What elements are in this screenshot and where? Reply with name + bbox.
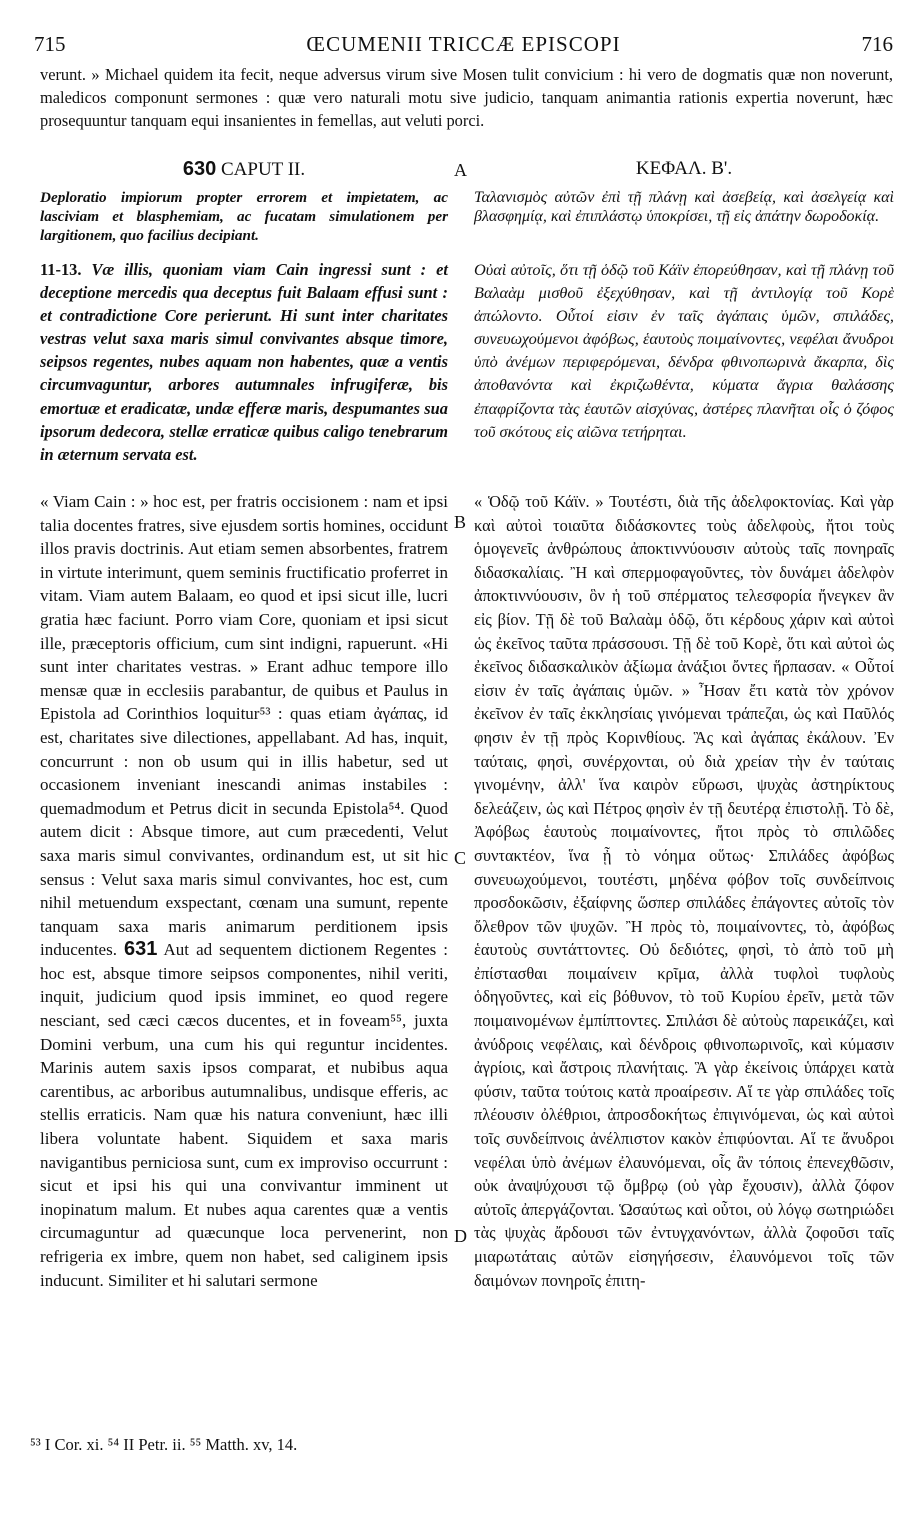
- section-marker-d: D: [454, 1226, 467, 1246]
- commentary-latin: [40, 490, 448, 1292]
- section-marker-a: A: [454, 160, 467, 180]
- verse-text-greek: Οὐαὶ αὐτοῖς, ὅτι τῇ ὁδῷ τοῦ Κάϊν ἐπορεύθησαν, καὶ τῇ πλάνῃ τοῦ Βαλαὰμ μισθοῦ ἐξεχύθησαν, καὶ τῇ ἀντιλογίᾳ τοῦ Κορὲ ἀπώλοντο. Οὗτοί εἰσιν ἐν ταῖς ἀγάπαις ὑμῶν, σπιλάδες, συνευωχούμενοι ἀφόβως, ἑαυτοὺς ποιμαίνοντες, νεφέλαι ἄνυδροι ὑπὸ ἀνέμων περιφερόμεναι, δένδρα φθινοπωρινὰ ἄκαρπα, δὶς ἀποθανόντα καὶ ἐκριζωθέντα, κύματα ἄγρια θαλάσσης ἐπαφρίζοντα τὰς ἑαυτῶν αἰσχύνας, ἀστέρες πλανῆται οἷς ὁ ζόφος τοῦ σκότους εἰς αἰῶνα τετήρηται.: [474, 260, 894, 441]
- summary-greek: Ταλανισμὸς αὐτῶν ἐπὶ τῇ πλάνῃ καὶ ἀσεβείᾳ, καὶ ἀσελγείᾳ καὶ βλασφημίᾳ, καὶ ἐπιπλάστῳ ὑποκρίσει, τῇ εἰς ἀπάτην δωροδοκίᾳ.: [474, 189, 894, 225]
- commentary-latin-part-b: Aut ad sequentem dictionem Regentes : hoc est, absque timore seipsos componentes, nihil veriti, inquit, judicium quod ipsis imminet, eo quod regere nesciant, sed cæci cæcos ducentes, et in foveam⁵⁵, juxta Domini verbum, una cum his qui reguntur incidentes. Marinis autem saxis ipsos comparat, et nubibus aqua carentibus, ac arboribus autumnalibus, undisque efferis, ac stellis erraticis. Nam quæ his natura conveniunt, hæc illi libera voluntate habent. Siquidem et saxa maris navigantibus perniciosa sunt, cum ex improviso occurrunt : sicut et ipsi his qui una convivantur imminent ut inopinatum malum. Et nubes aqua carentes quæ a ventis circumaguntur ad quæcunque loca pervenerint, non refrigeria ex imbre, quem non habet, sed caliginem ipsis inducunt. Similiter et hi salutari sermone: [40, 940, 449, 1290]
- column-number-631: 631: [124, 938, 158, 961]
- intro-paragraph: verunt. » Michael quidem ita fecit, neque adversus virum sive Mosen tulit convicium : hi vero de dogmatis quæ non noverunt, maledicos componunt sermones : quæ vero naturali motu sive judicio, tanquam animantia rationis expertia noverunt, hæc prosequuntur tanquam equi insanientes in femellas, aut veluti porci.: [40, 65, 893, 130]
- chapter-title-latin: CAPUT II.: [221, 159, 306, 180]
- running-header: [34, 32, 893, 62]
- verse-reference: 11-13.: [40, 260, 82, 279]
- chapter-heading-latin: [40, 158, 448, 186]
- chapter-title-greek: ΚΕΦΑΛ. Β'.: [635, 158, 733, 179]
- verse-text-latin: Væ illis, quoniam viam Cain ingressi sunt : et deceptione mercedis qua deceptus fuit Balaam effusi sunt : et contradictione Core perierunt. Hi sunt inter charitates vestras velut saxa maris simul convivantes absque timore, seipsos regentes, nubes aquam non habentes, quæ a ventis circumvaguntur, arbores autumnales infrugiferæ, bis emortuæ et eradicatæ, undæ efferæ maris, despumantes sua ipsorum dedecora, stellæ erraticæ quibus caligo tenebrarum in æternum servata est.: [40, 260, 448, 464]
- chapter-heading-greek: [474, 158, 894, 186]
- verse-latin: [40, 258, 448, 466]
- page-number-right: 716: [861, 32, 893, 56]
- summary-latin: Deploratio impiorum propter errorem et impietatem, ac lasciviam et blasphemiam, ac fucatam simulationem per largitionem, quo facilius decipiant.: [40, 189, 448, 244]
- page-number-left: 715: [34, 32, 66, 56]
- commentary-latin-part-a: « Viam Cain : » hoc est, per fratris occisionem : nam et ipsi talia docentes fratres, sive ejusdem sortis homines, occidunt illos pravis doctrinis. Aut etiam semen absorbentes, fratrem in virtute interimunt, quem seminis fructificatio proferret in vitam. Viam autem Balaam, eo quod et ipsi sicut ille, lucri gratia hæc faciunt. Porro viam Core, quoniam et ipsi sicut ille, præceptoris officium, cum sint indigni, rapuerunt. «Hi sunt inter charitates vestras. » Erant adhuc tempore illo mensæ quæ in ecclesiis parabantur, de quibus et Paulus in Epistola ad Corinthios loquitur⁵³ : quas etiam ἀγάπας, id est, charitates sive dilectiones, appellabant. Ad has, inquit, concurrunt : non ob usum qui in illis habetur, sed ut occasionem inveniant inescandi animas instabiles : quemadmodum et Petrus dicit in secunda Epistola⁵⁴. Quod autem dicit : Absque timore, aut cum præcedenti, Velut saxa maris simul convivantes, ordinandum est, ut sit hic sensus : Velut saxa maris simul convivantes, hoc est, cum nihil metuendum exspectant, cœnam una sumunt, repente tanquam saxa maris animarum perditionem ipsis inducentes.: [40, 492, 448, 960]
- column-number: 630: [182, 158, 217, 180]
- section-marker-c: C: [454, 848, 467, 868]
- running-title: ŒCUMENII TRICCÆ EPISCOPI: [306, 32, 621, 56]
- verse-greek: [474, 258, 894, 443]
- section-marker-b: B: [454, 512, 467, 532]
- footnotes: ⁵³ I Cor. xi. ⁵⁴ II Petr. ii. ⁵⁵ Matth. xv, 14.: [30, 1435, 298, 1454]
- commentary-greek: « Ὁδῷ τοῦ Κάϊν. » Τουτέστι, διὰ τῆς ἀδελφοκτονίας. Καὶ γὰρ καὶ αὐτοὶ τοιαῦτα διδάσκοντες τοὺς ἀδελφοὺς, ἤτοι τοὺς ὁμογενεῖς ἀνθρώπους ἀποκτιννύουσιν αὐτοὺς ταῖς πονηραῖς διδασκαλίαις. Ἢ καὶ σπερμοφαγοῦντες, τὸν δυνάμει ἀδελφὸν ἀποκτιννύουσιν, ὃν ἡ τοῦ σπέρματος τελεσφορία ἤνεγκεν ἂν εἰς βίον. Τῇ δὲ τοῦ Βαλαὰμ ὁδῷ, ὅτι κέρδους χάριν καὶ αὐτοὶ ὡς ἐκεῖνος ταῦτα πράσσουσι. Τῇ δὲ τοῦ Κορὲ, ὅτι καὶ αὐτοὶ ὡς ἐκεῖνος διδασκαλικὸν ἀξίωμα ἀνάξιοι ὄντες ἥρπασαν. « Οὗτοί εἰσιν ἐν ταῖς ἀγάπαις ὑμῶν. » Ἦσαν ἔτι κατὰ τὸν χρόνον ἐκεῖνον ἐν ταῖς ἐκκλησίαις γινόμεναι τράπεζαι, ὡς καὶ Παῦλός φησιν ἐν τῇ πρὸς Κορινθίους. Ἃς καὶ ἀγάπας ἐκάλουν. Ἐν ταύταις, φησὶ, συνέρχονται, οὐ διὰ χρείαν τὴν ἐν ταύταις γινομένην, ἀλλ' ἵνα καιρὸν εὕρωσι, ψυχὰς ἀστηρίκτους δελεάζειν, ὡς καὶ Πέτρος φησὶν ἐν τῇ δευτέρᾳ ἐπιστολῇ. Τὸ δὲ, Ἀφόβως ἑαυτοὺς ποιμαίνοντες, ἤτοι πρὸς τὸ σπιλῶδες συντακτέον, ἵνα ᾖ τὸ νόημα οὕτως· Σπιλάδες ἀφόβως συνευωχούμενοι, τουτέστι, μηδένα φόβον τοῖς συνδείπνοις προσδοκῶσιν, ἐξαίφνης ὥσπερ σπιλάδες ἐπάγοντες αὐτοῖς τὸν ὄλεθρον τῶν ψυχῶν. Ἢ πρὸς τὸ, ποιμαίνοντες, τὸ, ἀφόβως ἑαυτοὺς συντάττοντες. Οὐ δεδιότες, φησὶ, τὸ ἀπὸ τοῦ μὴ ἐπίστασθαι ποιμαίνειν κρῖμα, ἀλλὰ τυφλοὶ τυφλοὺς ὁδηγοῦντες, καὶ εἰς βόθυνον, τὸ τοῦ Κυρίου ἐρεῖν, μετὰ τῶν ποιμαινομένων ἐμπίπτοντες. Σπιλάσι δὲ αὐτοὺς παρεικάζει, καὶ ἀνύδροις νεφέλαις, καὶ δένδροις φθινοπωρινοῖς, καὶ κύμασιν ἀγρίοις, καὶ ἄστροις πλανήταις. Ἃ γὰρ ἐκείνοις ὑπάρχει κατὰ φύσιν, ταῦτα τούτοις κατὰ προαίρεσιν. Αἵ τε γὰρ σπιλάδες τοῖς πλέουσιν ὀλέθριοι, ἀπροσδοκήτως ἐπιγινόμεναι, ὡς καὶ αὐτοὶ τοῖς συνδείπνοις ἀνέλπιστον κακὸν ἐπιφύονται. Αἵ τε ἄνυδροι νεφέλαι ὑπὸ ἀνέμων ἐλαυνόμεναι, οἷς ἂν τόποις ἐπενεχθῶσιν, οὐκ ἀναψύχουσι τῷ ὄμβρῳ (οὐ γὰρ ἔχουσιν), ἀλλὰ ζόφον αὐτοῖς ἀπεργάζονται. Ὡσαύτως καὶ οὗτοι, οὐ λόγῳ σωτηριώδει τὰς ψυχὰς ἄρδουσι τῶν ἐντυγχανόντων, ἀλλὰ ζοφοῦσι ταῖς μιαρωτάταις αὐτῶν εἰσηγήσεσιν, ἐλαυνόμενοι τοῖς τῶν δαιμόνων πονηροῖς ἐπιτη-: [474, 492, 894, 1290]
